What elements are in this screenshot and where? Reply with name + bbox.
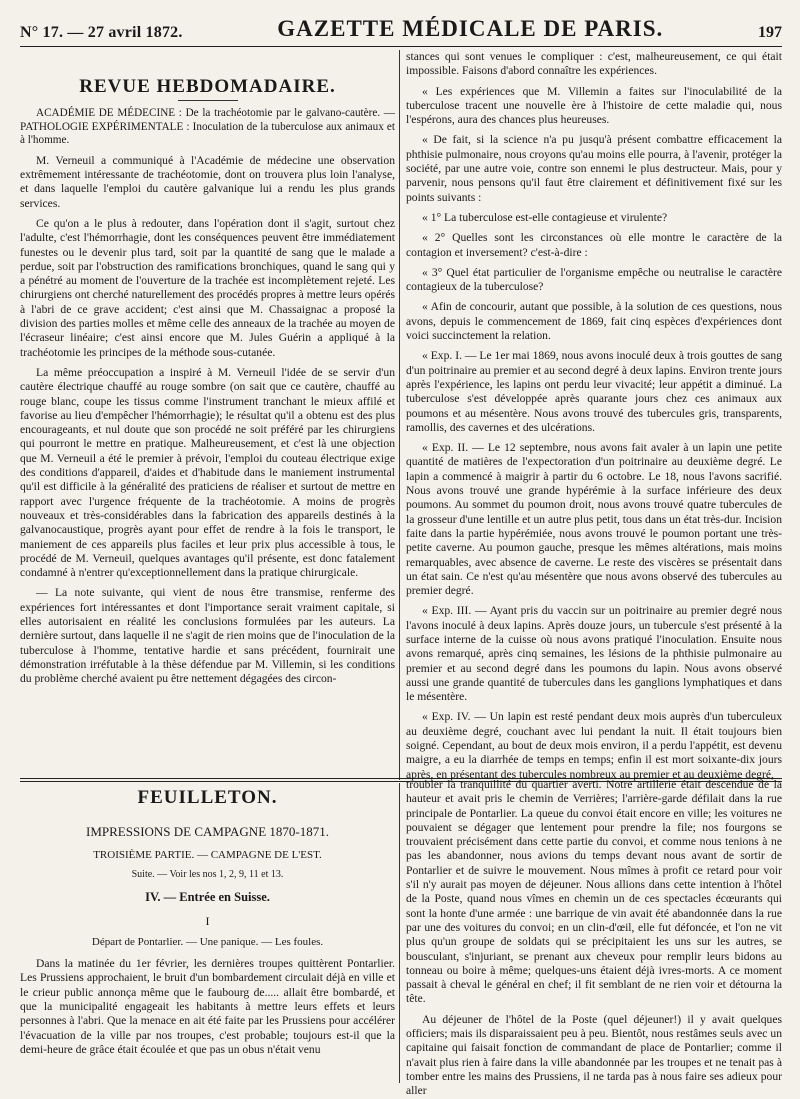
paragraph: « 2° Quelles sont les circonstances où elle montre le caractère de la contagion et inversement? c'est-à-dire : (406, 231, 782, 259)
impressions-heading: IMPRESSIONS DE CAMPAGNE 1870-1871. (86, 824, 329, 840)
paragraph: Ce qu'on a le plus à redouter, dans l'opération dont il s'agit, surtout chez l'adulte, c'est l'hémorrhagie, dont les conséquences peuvent être immédiatement funestes ou le devenir plus tard, soit par la quantité de sang que le malade a perdue, soit par l'obstruction des ramifications bronchiques, quand le sang qui y a pénétré au moment de l'ouverture de la trachée est incomplètement rejeté. Les chirurgiens ont cherché naturellement des procédés propres à mettre leurs opérés à l'abri de ce grave accident; c'est ainsi que M. Chassaignac a proposé la division des parties molles et même celle des anneaux de la trachée au moyen de l'écraseur linéaire; c'est ainsi encore que M. Jules Guérin a appliqué à la trachéotomie les principes de la méthode sous-cutanée. (20, 216, 395, 359)
paragraph: troubler la tranquillité du quartier averti. Notre artillerie était descendue de la hauteur et avait pris le chemin de Verrières; l'arrière-garde défilait dans la rue principale de Pontarlier. La queue du convoi était encore en ville; les voitures ne pouvaient se dégager que lentement pour prendre la file; nos fourgons se trouvaient précisément dans cette partie du convoi, et comme nous tenions à ne pas les abandonner, nous avions du temps devant nous avant de sortir de Pontarlier et de suivre le mouvement. Nous mîmes à profit ce retard pour voir s'il n'y aurait pas moyen de déjeuner. Nous allions dans cette intention à l'hôtel de la Poste, quand nous vîmes en chemin un de ces spectacles écœurants qui sont la honte d'une armée : une barrique de vin avait été abandonnée dans la rue par une des voitures du convoi; en un clin-d'œil, elle fut défoncée, et l'on ne vit plus qu'un groupe de soldats qui se précipitaient les uns sur les autres, se bousculant, s'injuriant, se prenant aux cheveux pour remplir leurs bidons au tonneau ou boire à même; quelques-uns étaient déjà ivres-morts. A ce moment passait à cheval le général en chef; il fit semblant de ne rien voir et détourna la tête. (406, 778, 782, 1006)
paragraph: Au déjeuner de l'hôtel de la Poste (quel déjeuner!) il y avait quelques officiers; mais ils disparaissaient peu à peu. Bientôt, nous restâmes seuls avec un capitaine qui faisait fonction de commandant de place de Pontarlier; comme il n'avait plus rien à faire dans la ville abandonnée par les troupes et ne tenait pas à tomber entre les mains des Prussiens, il ne tarda pas à nous faire ses adieux pour aller (406, 1012, 782, 1098)
column-divider-bottom (399, 783, 400, 1083)
chapter-summary: Départ de Pontarlier. — Une panique. — Les foules. (91, 935, 324, 948)
academie-heading: ACADÉMIE DE MÉDECINE : De la trachéotomie par le galvano-cautère. — PATHOLOGIE EXPÉRIMENTALE : Inoculation de la tuberculose aux animaux et à l'homme. (20, 107, 395, 147)
paragraph: — La note suivante, qui vient de nous être transmise, renferme des expériences fort intéressantes et dont l'importance serait vraiment capitale, si elles autorisaient en réalité les conclusions formulées par les auteurs. La dernière surtout, dans laquelle il ne s'agit de rien moins que de l'inoculation de la tuberculose à l'homme, tentative hardie et sans précédent, fournirait une démonstration irréfutable à la thèse défendue par M. Villemin, si les conditions du problème cherché avaient pu être nettement dégagées des circon- (20, 586, 395, 686)
experiment-1: « Exp. I. — Le 1er mai 1869, nous avons inoculé deux à trois gouttes de sang d'un poitrinaire au premier et au second degré à deux lapins. Environ trente jours après l'expérience, les lapins ont perdu leur vivacité; leur appétit a diminué. La tuberculose s'est développée après quarante jours chez ces animaux aux poumons et au mésentère. Nous avons trouvé des tubercules gris, transparents, ramollis, des cavernes et des ulcérations. (406, 349, 782, 434)
feuilleton-column-2 (406, 778, 782, 1098)
paragraph: M. Verneuil a communiqué à l'Académie de médecine une observation extrêmement intéressante de trachéotomie, dont on trouvera plus loin l'analyse, et dans laquelle l'emploi du cautère galvanique lui a rendu les plus grands services. (20, 153, 395, 210)
chapter-title: IV. — Entrée en Suisse. (145, 890, 270, 905)
paragraph: « De fait, si la science n'a pu jusqu'à présent combattre efficacement la phthisie pulmonaire, nous croyons qu'au moins elle pourra, à l'avenir, protéger la société, par une autre voie, contre son ennemi le plus destructeur. Mais, pour y parvenir, nous pensons qu'il faut être clairement et définitivement fixé sur les points suivants : (406, 133, 782, 204)
partie-heading: TROISIÈME PARTIE. — CAMPAGNE DE L'EST. (93, 848, 322, 861)
feuilleton-title: FEUILLETON. (137, 787, 278, 808)
experiment-2: « Exp. II. — Le 12 septembre, nous avons fait avaler à un lapin une petite quantité de matières de l'expectoration d'un poitrinaire au deuxième degré. Le lapin a commencé à maigrir à partir du 6 octobre. Le 18, nous l'avons sacrifié. Nous avons trouvé une grande hypérémie à la surface inférieure des deux poumons. Au sommet du poumon droit, nous avons trouvé quatre tubercules de la grosseur d'une lentille et un autre plus petit, tous dans un état très-dur. Incision faite dans la partie hypérémiée, nous avons trouvé le poumon portant une très-petite caverne. Au poumon gauche, presque les mêmes altérations, mais moins remarquables, avec absence de caverne. Le reste des viscères se présentait dans un état sain. Ce n'est qu'au mésentère que nous avons observé des tubercules au premier degré. (406, 441, 782, 598)
paragraph: « 3° Quel état particulier de l'organisme empêche ou neutralise le caractère contagieux de la tuberculose? (406, 265, 782, 294)
paragraph: « Les expériences que M. Villemin a faites sur l'inoculabilité de la tuberculose tracent une nouvelle ère à l'histoire de cette maladie qui, nous l'espérons, aura des chances plus heureuses. (406, 84, 782, 127)
masthead (20, 12, 782, 47)
revue-column-2 (406, 50, 782, 780)
revue-title: REVUE HEBDOMADAIRE. (79, 76, 336, 97)
feuilleton-column-1 (20, 785, 395, 1083)
paragraph: Dans la matinée du 1er février, les dernières troupes quittèrent Pontarlier. Les Prussiens approchaient, le bruit d'un bombardement circulait déjà en ville et le crieur public annonça même que le faubourg de..... allait être bombardé, et que la municipalité engageait les habitants à mettre leurs effets et leurs personnes à l'abri. Que la menace en ait été faite par les Prussiens pour accélérer l'évacuation de la ville par nos troupes, c'est probable; toujours est-il que la demi-heure de grâce était écoulée et que pas un obus n'était venu (20, 957, 395, 1056)
journal-title: GAZETTE MÉDICALE DE PARIS. (277, 16, 664, 41)
paragraph: « 1° La tuberculose est-elle contagieuse et virulente? (422, 210, 668, 224)
page-number: 197 (758, 24, 782, 41)
issue-date: N° 17. — 27 avril 1872. (20, 24, 183, 41)
paragraph: La même préoccupation a inspiré à M. Verneuil l'idée de se servir d'un cautère électrique chauffé au rouge sombre (on sait que ce cautère, chauffé au rouge blanc, coupe les tissus comme l'instrument tranchant le mieux affilé et favorise au lieu d'empêcher l'hémorrhagie); le résultat qu'il a obtenu est des plus encourageants, et nul doute que son procédé ne soit préféré par les chirurgiens qui pourront le mettre en pratique. Malheureusement, et c'est là une objection que M. Verneuil a été le premier à prévoir, l'emploi du couteau électrique exige des conditions d'appareil, d'aides et d'habitude dans le maniement instrumental qu'il est difficile à la généralité des praticiens de réaliser et surtout de mettre en rapport avec l'urgence fréquente de la trachéotomie. A moins de progrès nouveaux et très-considérables dans la fabrication des appareils destinés à la galvanocaustique, progrès ayant pour effet de rendre à la fois le transport, le maniement de ces appareils plus faciles et leur prix plus accessible à tous, le procédé de M. Verneuil, quelques avantages qu'il présente, est donc fatalement condamné à n'entrer qu'exceptionnellement dans la pratique chirurgicale. (20, 365, 395, 580)
suite-note: Suite. — Voir les nos 1, 2, 9, 11 et 13. (131, 868, 284, 880)
title-rule (178, 100, 238, 101)
paragraph: stances qui sont venues le compliquer : c'est, malheureusement, ce qui était impossible. Faisons d'abord connaître les expériences. (406, 50, 782, 78)
chapter-number: I (205, 914, 210, 929)
column-divider-top (399, 50, 400, 780)
revue-column-1 (20, 52, 395, 780)
experiment-3: « Exp. III. — Ayant pris du vaccin sur un poitrinaire au premier degré nous l'avons inoculé à deux lapins. Après douze jours, un tubercule s'est présenté à la surface interne de la cuisse où nous avons pratiqué l'inoculation. Ensuite nous avons remarqué, après cinq semaines, les lésions de la phthisie pulmonaire au premier et au second degré dans les poumons du lapin. Nous avons observé aussi une grande quantité de tubercules dans les ganglions lymphatiques et dans le mésentère. (406, 604, 782, 704)
experiment-4: « Exp. IV. — Un lapin est resté pendant deux mois auprès d'un tuberculeux au deuxième degré, couchant avec lui pendant la nuit. Il était toujours bien soigné. Cependant, au bout de deux mois environ, il a perdu l'appétit, est devenu maigre, a eu la diarrhée de temps en temps; enfin il est mort soixante-dix jours après, en présentant des tubercules nombreux au premier et au deuxième degré, (406, 710, 782, 781)
paragraph: « Afin de concourir, autant que possible, à la solution de ces questions, nous avons, depuis le commencement de 1869, fait cinq espèces d'expériences dont voici succinctement la relation. (406, 300, 782, 343)
